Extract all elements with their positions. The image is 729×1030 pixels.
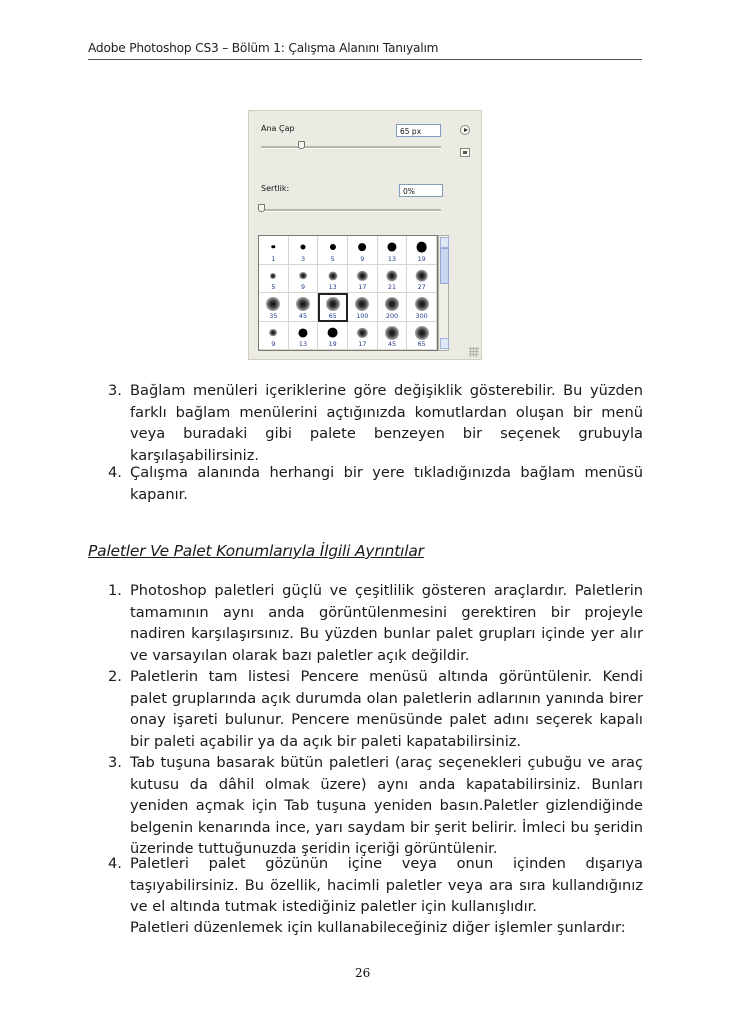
brush-tip-icon (355, 297, 369, 311)
brush-preset-13[interactable] (289, 322, 319, 351)
brush-tip-icon (300, 245, 305, 250)
brush-tip-icon (326, 297, 340, 311)
brush-list-scrollbar[interactable] (438, 235, 449, 351)
brush-tip-icon (357, 270, 367, 280)
list-text: Bağlam menüleri içeriklerine göre değişiklik gösterebilir. Bu yüzden farklı bağlam menülerini açtığınızda komutlardan oluşan bir menü veya buradaki gibi palete benzeyen bir seçenek grubuyla karşılaşabilirsiniz. (130, 382, 643, 464)
brush-size-label: 3 (300, 254, 306, 263)
brush-size-label: 35 (269, 311, 278, 320)
brush-preset-17[interactable] (348, 265, 378, 294)
brush-tip-icon (299, 272, 307, 280)
brush-size-label: 300 (415, 311, 428, 320)
brush-preset-17[interactable] (348, 322, 378, 351)
brush-tip-icon (266, 297, 280, 311)
brush-size-label: 65 (328, 311, 337, 320)
brush-size-label: 13 (298, 340, 308, 348)
list-text: Çalışma alanında herhangi bir yere tıkladığınızda bağlam menüsü kapanır. (130, 464, 643, 503)
brush-tip-icon (385, 297, 399, 311)
brush-size-label: 100 (356, 311, 369, 320)
list-text: Paletlerin tam listesi Pencere menüsü altında görüntülenir. Kendi palet gruplarında açık durumda olan paletlerin adlarının yanında birer onay işareti bulunur. Pencere menüsünde palet adını seçerek kapalı bir paleti açabilir ya da açık bir paleti kapatabilirsiniz. (130, 668, 643, 750)
brush-tip-icon (385, 326, 399, 340)
brush-preset-19[interactable] (407, 236, 437, 265)
brush-preset-300[interactable] (407, 293, 437, 322)
resize-grip-icon[interactable] (469, 347, 479, 357)
running-header: Adobe Photoshop CS3 – Bölüm 1: Çalışma Alanını Tanıyalım (88, 41, 642, 60)
brush-size-label: 45 (298, 311, 308, 320)
list-text: Tab tuşuna basarak bütün paletleri (araç seçenekleri çubuğu ve araç kutusu da dâhil olmak üzere) aynı anda kapatabilirsiniz. Bunları yeniden açmak için Tab tuşuna yeniden basın.Paletler gizlendiğinde belgenin kenarında ince, yarı saydam bir şerit belirir. İmleci bu şeridin üzerinde tuttuğunuzda şeridin içeriği görüntülenir. (130, 754, 643, 857)
list-text: Photoshop paletleri güçlü ve çeşitlilik gösteren araçlardır. Paletlerin tamamının aynı anda görüntülenmesini gerektiren bir projeyle nadiren karşılaşırsınız. Bu yüzden bunlar palet grupları içinde yer alır ve varsayılan olarak bazı paletler açık değildir. (130, 582, 643, 664)
brush-preset-5[interactable] (259, 265, 289, 294)
brush-preset-21[interactable] (378, 265, 408, 294)
brush-size-label: 13 (328, 283, 337, 291)
follow-up-paragraph: Paletleri düzenlemek için kullanabileceğiniz diğer işlemler şunlardır: (130, 919, 626, 936)
brush-preset-9[interactable] (259, 322, 289, 351)
brush-size-label: 65 (417, 340, 426, 348)
hardness-label: Sertlik: (261, 184, 290, 193)
brush-tip-icon (327, 327, 338, 338)
brush-size-label: 21 (387, 283, 397, 291)
brush-tip-icon (328, 271, 337, 280)
new-preset-icon[interactable] (460, 148, 470, 157)
brush-size-label: 9 (271, 340, 276, 348)
flyout-menu-icon[interactable] (460, 125, 470, 135)
brush-preset-65[interactable] (318, 293, 348, 322)
brush-preset-13[interactable] (378, 236, 408, 265)
brush-size-label: 13 (387, 254, 397, 263)
page-number: 26 (355, 966, 371, 980)
brush-preset-1[interactable] (259, 236, 289, 265)
brush-tip-icon (358, 243, 366, 251)
brush-preset-19[interactable] (318, 322, 348, 351)
brush-size-label: 1 (271, 254, 276, 263)
list-number: 2. (108, 668, 122, 685)
master-diameter-field[interactable]: 65 px (396, 124, 441, 137)
brush-size-label: 27 (417, 283, 426, 291)
brush-preset-45[interactable] (378, 322, 408, 351)
scroll-down-icon[interactable] (440, 338, 449, 349)
hardness-slider-thumb[interactable] (258, 204, 265, 212)
brush-tip-icon (330, 244, 336, 250)
brush-preset-5[interactable] (318, 236, 348, 265)
brush-preset-3[interactable] (289, 236, 319, 265)
brush-tip-icon (415, 297, 429, 311)
master-diameter-slider-track[interactable] (261, 146, 441, 149)
brush-tip-icon (272, 245, 275, 248)
brush-size-label: 5 (271, 283, 276, 291)
section-heading: Paletler Ve Palet Konumlarıyla İlgili Ayrıntılar (88, 542, 424, 560)
brush-presets-grid (258, 235, 438, 351)
brush-tip-icon (357, 327, 367, 337)
brush-tip-icon (416, 242, 427, 253)
list-number: 1. (108, 582, 122, 599)
brush-preset-panel (248, 110, 482, 360)
scroll-up-icon[interactable] (440, 237, 449, 248)
brush-tip-icon (415, 269, 428, 282)
brush-size-label: 200 (385, 311, 399, 320)
brush-tip-icon (387, 242, 396, 251)
brush-tip-icon (269, 329, 277, 337)
brush-tip-icon (296, 297, 310, 311)
brush-size-label: 17 (358, 283, 367, 291)
brush-size-label: 9 (360, 254, 365, 263)
brush-preset-45[interactable] (289, 293, 319, 322)
brush-preset-65[interactable] (407, 322, 437, 351)
brush-size-label: 19 (417, 254, 426, 263)
list-number: 4. (108, 855, 122, 872)
brush-size-label: 17 (358, 340, 367, 348)
brush-size-label: 5 (330, 254, 335, 263)
brush-tip-icon (298, 328, 307, 337)
master-diameter-slider-thumb[interactable] (298, 141, 305, 149)
brush-preset-35[interactable] (259, 293, 289, 322)
list-number: 4. (108, 464, 122, 481)
brush-preset-13[interactable] (318, 265, 348, 294)
scroll-thumb[interactable] (440, 248, 449, 284)
list-number: 3. (108, 382, 122, 399)
list-text: Paletleri palet gözünün içine veya onun içinden dışarıya taşıyabilirsiniz. Bu özellik, hacimli paletler veya ara sıra kullandığınız ve el altında tutmak istediğiniz paletler için kullanışlıdır. (130, 855, 643, 915)
brush-size-label: 9 (300, 283, 306, 291)
brush-preset-9[interactable] (348, 236, 378, 265)
list-number: 3. (108, 754, 122, 771)
brush-preset-200[interactable] (378, 293, 408, 322)
brush-tip-icon (415, 326, 429, 340)
brush-tip-icon (386, 270, 397, 281)
brush-size-label: 45 (387, 340, 397, 348)
brush-preset-100[interactable] (348, 293, 378, 322)
brush-preset-9[interactable] (289, 265, 319, 294)
hardness-field[interactable]: 0% (399, 184, 443, 197)
brush-tip-icon (270, 272, 276, 278)
brush-preset-27[interactable] (407, 265, 437, 294)
hardness-slider-track[interactable] (261, 209, 441, 212)
master-diameter-label: Ana Çap (261, 124, 295, 133)
brush-size-label: 19 (328, 340, 337, 348)
